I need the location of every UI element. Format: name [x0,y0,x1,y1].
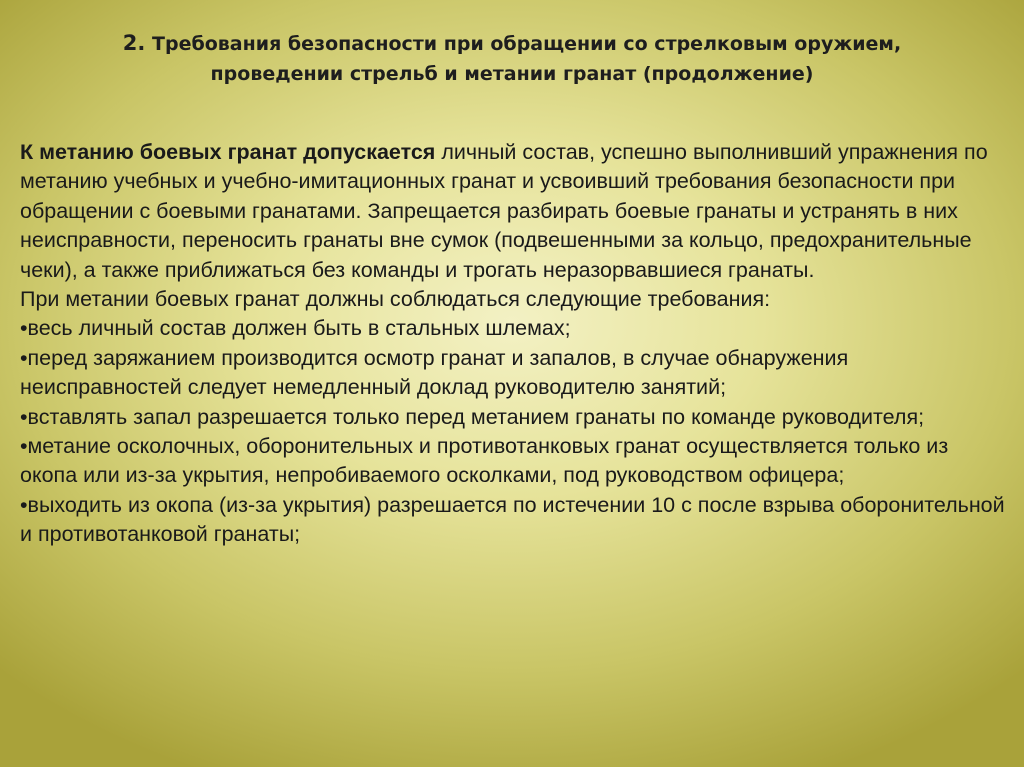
bullet-item: •перед заряжанием производится осмотр гранат и запалов, в случае обнаружения неисправностей следует немедленный доклад руководителю занятий; [20,345,849,400]
intro-rest-text: личный состав, успешно выполнивший упражнения по метанию учебных и учебно-имитационных гранат и усвоивший требования безопасности при обращении с боевыми гранатами. Запрещается разбирать боевые гранаты и устранять в них неисправности, переносить гранаты вне сумок (подвешенными за кольцо, предохранительные чеки), а также приближаться без команды и трогать неразорвавшиеся гранаты. [20,140,988,282]
bullet-item: •вставлять запал разрешается только перед метанием гранаты по команде руководителя; [20,404,925,429]
title-number: 2. [122,31,146,55]
slide-title [70,28,954,89]
slide-body [20,138,1010,550]
intro-bold-text: К метанию боевых гранат допускается [20,140,436,164]
requirements-intro: При метании боевых гранат должны соблюдаться следующие требования: [20,287,771,312]
intro-paragraph [20,138,1010,285]
bullet-item: •выходить из окопа (из-за укрытия) разрешается по истечении 10 с после взрыва оборонительной и противотанковой гранаты; [20,492,1005,547]
slide-title-line2: проведении стрельб и метании гранат (продолжение) [210,63,814,85]
title-line1-text: Требования безопасности при обращении со стрелковым оружием, [152,33,902,55]
slide-title-line1 [70,28,954,59]
bullet-item: •метание осколочных, оборонительных и противотанковых гранат осуществляется только из окопа или из-за укрытия, непробиваемого осколками, под руководством офицера; [20,434,949,488]
bullet-item: •весь личный состав должен быть в стальных шлемах; [20,316,571,341]
